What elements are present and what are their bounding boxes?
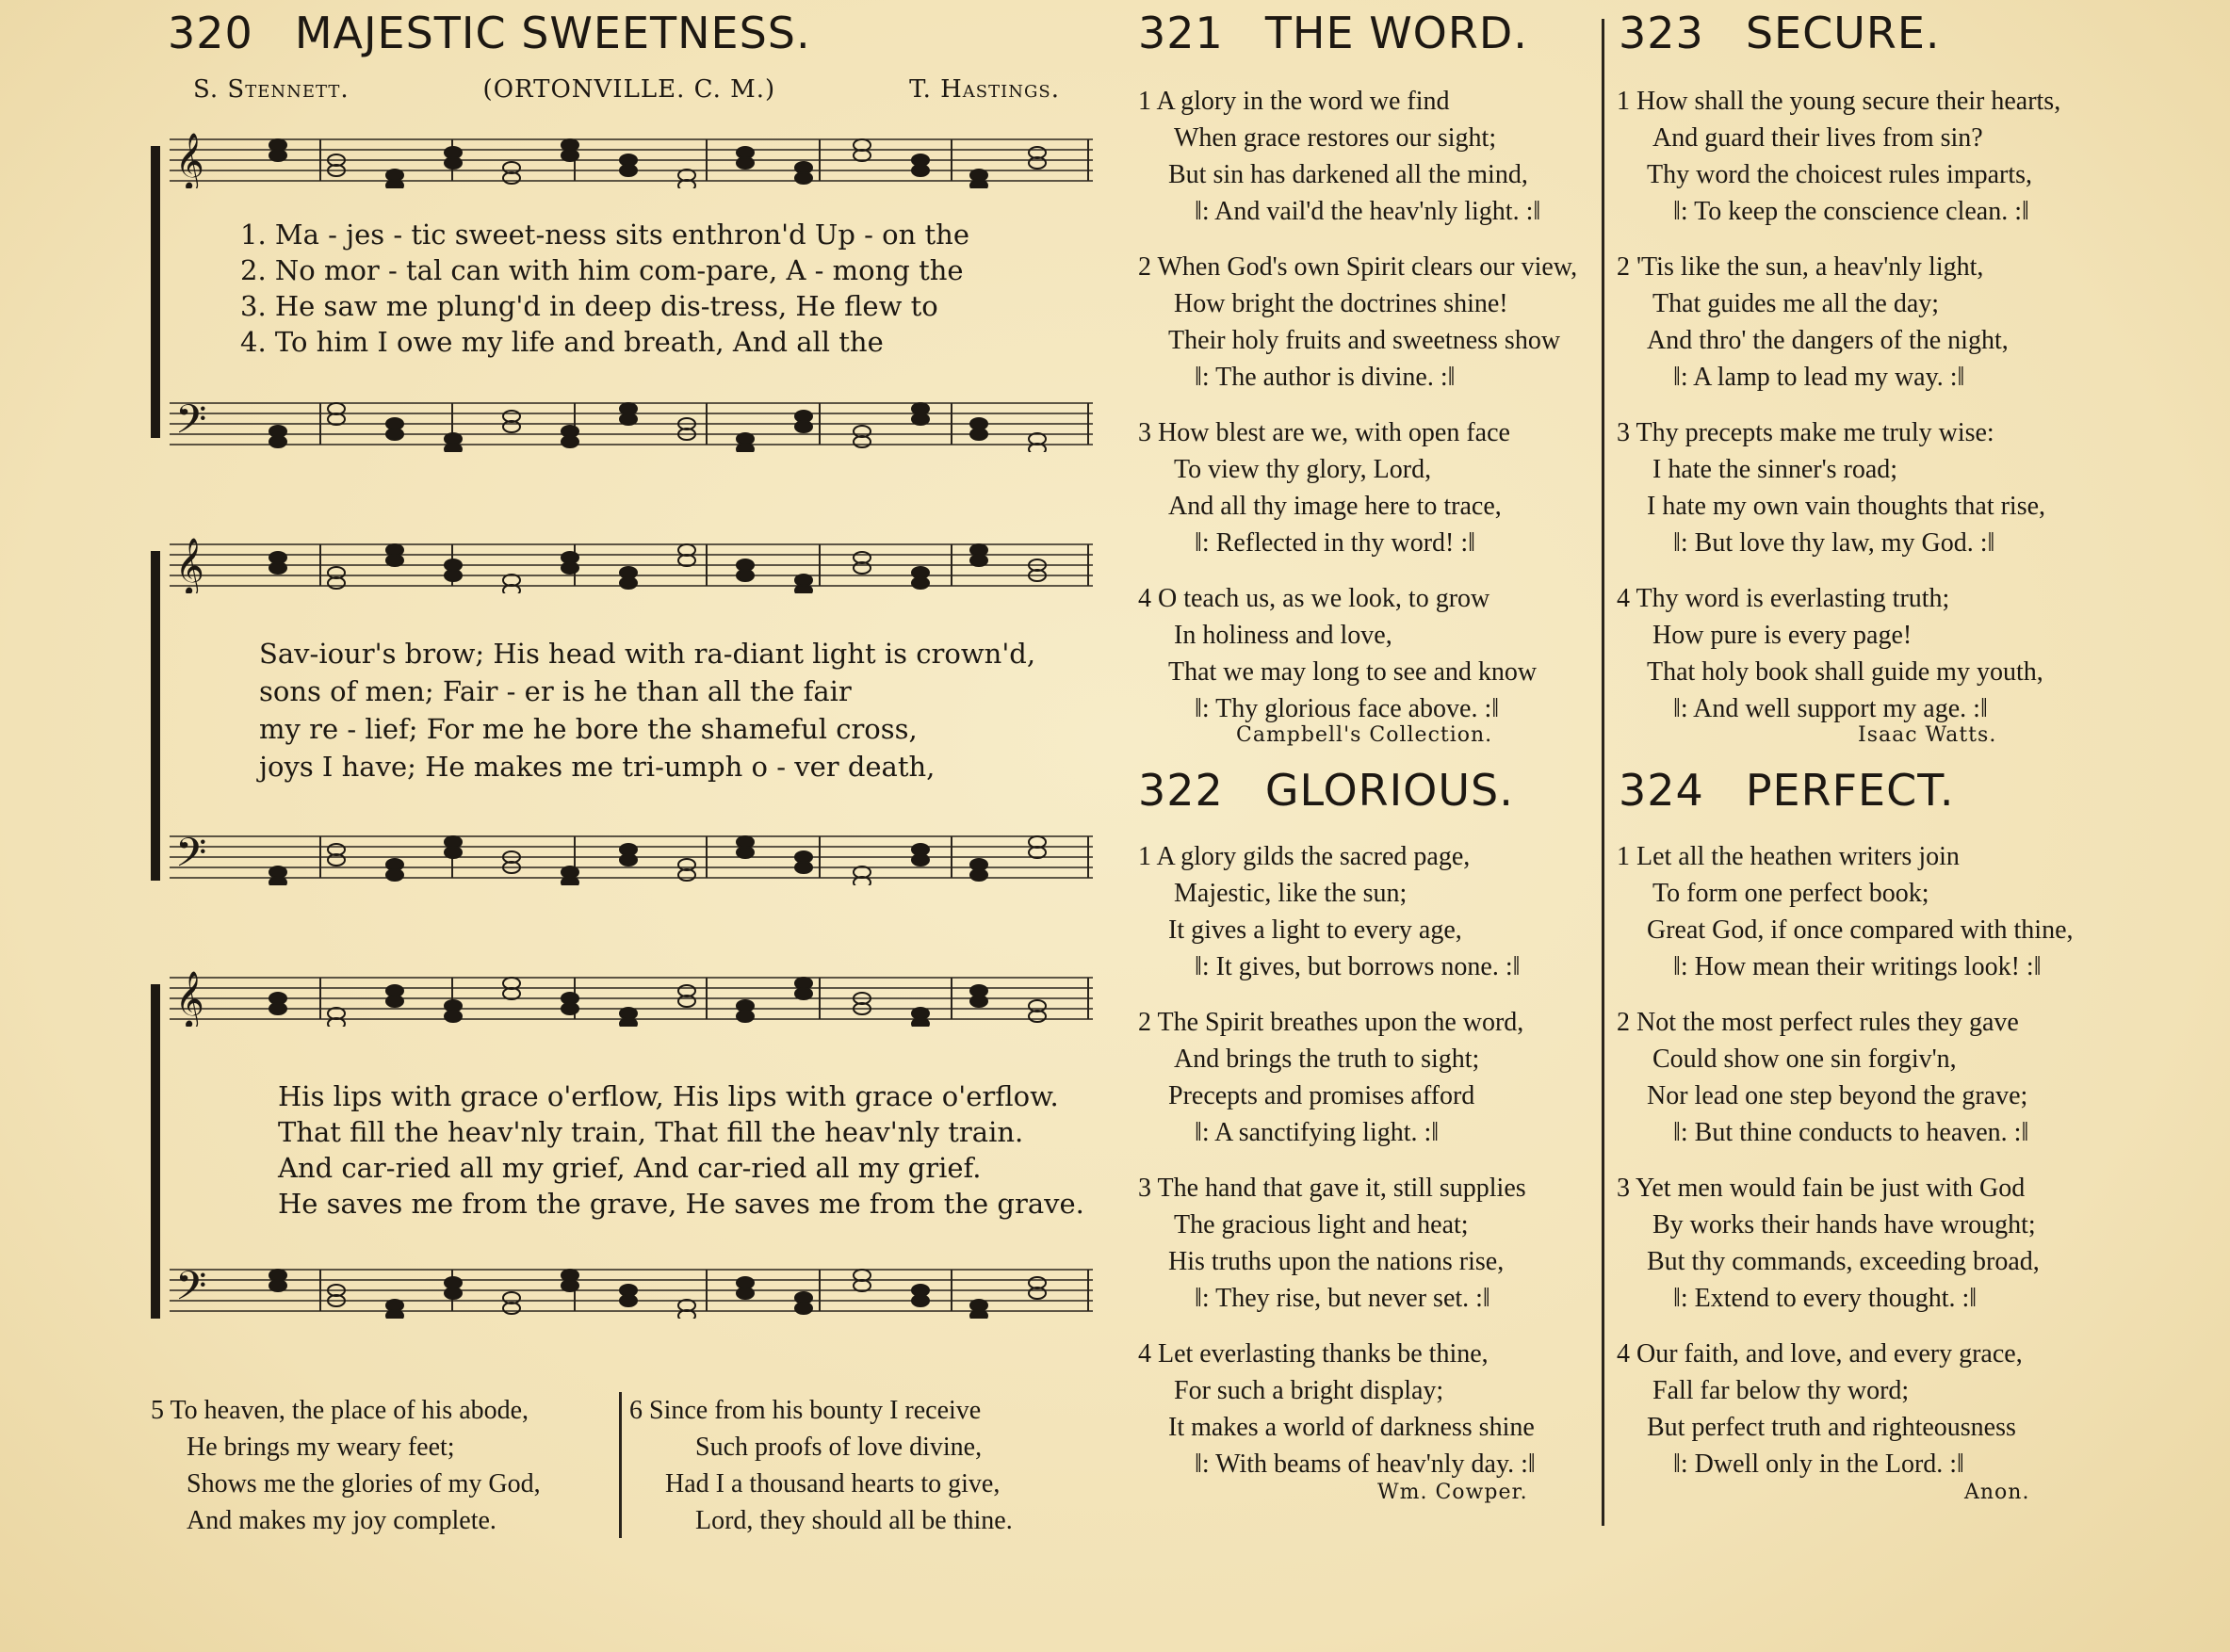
hymn-324-heading <box>1619 765 1954 816</box>
bass-staff <box>170 829 1093 885</box>
verse-line: 2 'Tis like the sun, a heav'nly light, <box>1617 252 1984 282</box>
treble-staff <box>170 537 1093 593</box>
verse-line: Precepts and promises afford <box>1168 1081 1475 1110</box>
hymn-324-title: PERFECT. <box>1745 765 1955 816</box>
lyric-line: sons of men; Fair - er is he than all the fair <box>259 675 852 707</box>
verse-line: 2 The Spirit breathes upon the word, <box>1138 1008 1524 1037</box>
treble-staff <box>170 970 1093 1027</box>
verse-line: Could show one sin forgiv'n, <box>1652 1045 1957 1074</box>
verse-line: ‖: A sanctifying light. :‖ <box>1195 1118 1440 1147</box>
verse-line: ‖: With beams of heav'nly day. :‖ <box>1195 1450 1536 1479</box>
verse-line: And guard their lives from sin? <box>1652 123 1983 153</box>
verse-line: But perfect truth and righteousness <box>1647 1413 2016 1442</box>
verse-line: Shows me the glories of my God, <box>187 1469 541 1498</box>
bass-staff <box>170 1262 1093 1319</box>
verse-line: ‖: Extend to every thought. :‖ <box>1673 1284 1978 1313</box>
music-system-2 <box>151 527 1093 904</box>
verse-line: That we may long to see and know <box>1168 657 1538 687</box>
verse-line: Their holy fruits and sweetness show <box>1168 326 1561 355</box>
stanza <box>1138 83 1540 230</box>
verse-line: Had I a thousand hearts to give, <box>665 1469 1001 1498</box>
system-bracket <box>151 146 160 438</box>
verse-line: I hate my own vain thoughts that rise, <box>1647 492 2046 521</box>
stanza <box>1138 580 1537 727</box>
lyric-line: His lips with grace o'erflow, His lips with grace o'erflow. <box>278 1080 1059 1112</box>
verse-line: How bright the doctrines shine! <box>1174 289 1508 318</box>
stanza <box>1617 249 2009 396</box>
verse-line: By works their hands have wrought; <box>1652 1210 2036 1239</box>
verse-line: ‖: But love thy law, my God. :‖ <box>1673 528 1995 558</box>
verse-line: 6 Since from his bounty I receive <box>629 1396 982 1425</box>
verse-line: 3 The hand that gave it, still supplies <box>1138 1174 1526 1203</box>
verse-line: And all thy image here to trace, <box>1168 492 1502 521</box>
lyric-line: 4. To him I owe my life and breath, And all the <box>240 326 884 358</box>
verse-line: And brings the truth to sight; <box>1174 1045 1480 1074</box>
hymn-324-number: 324 <box>1619 765 1704 816</box>
verse-line: Fall far below thy word; <box>1652 1376 1910 1405</box>
verse-line: 4 Our faith, and love, and every grace, <box>1617 1339 2023 1369</box>
verse-line: ‖: To keep the conscience clean. :‖ <box>1673 197 2029 226</box>
svg-text:𝄞: 𝄞 <box>175 538 204 593</box>
verse-line: ‖: And vail'd the heav'nly light. :‖ <box>1195 197 1541 226</box>
verse-line: But thy commands, exceeding broad, <box>1647 1247 2040 1276</box>
lyric-line: 3. He saw me plung'd in deep dis-tress, He flew to <box>240 290 938 322</box>
lyric-line: 1. Ma - jes - tic sweet-ness sits enthron'd Up - on the <box>240 219 969 251</box>
hymn-320-heading <box>168 8 811 58</box>
lyric-line: That fill the heav'nly train, That fill the heav'nly train. <box>278 1116 1024 1148</box>
verse-line: Such proofs of love divine, <box>695 1433 983 1462</box>
verse-line: Lord, they should all be thine. <box>695 1506 1013 1535</box>
stanza <box>1617 1004 2028 1151</box>
verse-line: ‖: Reflected in thy word! :‖ <box>1195 528 1475 558</box>
verse-line: And makes my joy complete. <box>187 1506 496 1535</box>
verse-line: I hate the sinner's road; <box>1652 455 1898 484</box>
verse-line: ‖: Dwell only in the Lord. :‖ <box>1673 1450 1964 1479</box>
music-system-1 <box>151 122 1093 462</box>
verse-line: It makes a world of darkness shine <box>1168 1413 1535 1442</box>
verse-line: 2 Not the most perfect rules they gave <box>1617 1008 2019 1037</box>
verse-line: ‖: But thine conducts to heaven. :‖ <box>1673 1118 2029 1147</box>
hymn-321-heading <box>1138 8 1528 58</box>
hymn-323-title: SECURE. <box>1745 8 1941 58</box>
verse-line: In holiness and love, <box>1174 621 1392 650</box>
verse-line: ‖: They rise, but never set. :‖ <box>1195 1284 1490 1313</box>
column-divider <box>619 1392 622 1538</box>
stanza <box>1138 1170 1526 1317</box>
verse-line: To view thy glory, Lord, <box>1174 455 1432 484</box>
stanza <box>1617 83 2060 230</box>
verse-line: 1 A glory in the word we find <box>1138 87 1450 116</box>
verse-line: Great God, if once compared with thine, <box>1647 915 2074 945</box>
verse-line: 5 To heaven, the place of his abode, <box>151 1396 529 1425</box>
verse-line: But sin has darkened all the mind, <box>1168 160 1528 189</box>
hymn-320-words-by: S. Stennett. <box>193 75 350 104</box>
verse-line: ‖: Thy glorious face above. :‖ <box>1195 694 1500 723</box>
hymn-321-title: THE WORD. <box>1264 8 1528 58</box>
music-system-3 <box>151 961 1093 1337</box>
verse-line: ‖: And well support my age. :‖ <box>1673 694 1988 723</box>
svg-text:𝄞: 𝄞 <box>175 971 204 1027</box>
hymn-320-credits <box>193 75 1060 104</box>
stanza <box>1617 414 2045 561</box>
hymn-324-author: Anon. <box>1964 1481 2030 1504</box>
verse-line: 1 A glory gilds the sacred page, <box>1138 842 1471 871</box>
verse-line: That holy book shall guide my youth, <box>1647 657 2043 687</box>
hymn-320-verse-6 <box>629 1392 1013 1539</box>
verse-line: How pure is every page! <box>1652 621 1913 650</box>
verse-line: 4 Thy word is everlasting truth; <box>1617 584 1950 613</box>
stanza <box>1617 838 2074 985</box>
stanza <box>1138 414 1510 561</box>
hymn-321-number: 321 <box>1138 8 1224 58</box>
hymn-323-author: Isaac Watts. <box>1858 723 1997 747</box>
hymn-320-title: MAJESTIC SWEETNESS. <box>294 8 811 58</box>
lyric-line: my re - lief; For me he bore the shameful cross, <box>259 713 918 745</box>
stanza <box>1617 580 2043 727</box>
hymn-320-tune: (ORTONVILLE. C. M.) <box>482 75 776 104</box>
treble-staff <box>170 132 1093 188</box>
verse-line: Thy word the choicest rules imparts, <box>1647 160 2033 189</box>
hymn-320-music-by: T. Hastings. <box>909 75 1060 104</box>
verse-line: 4 O teach us, as we look, to grow <box>1138 584 1490 613</box>
verse-line: 1 Let all the heathen writers join <box>1617 842 1960 871</box>
lyric-line: He saves me from the grave, He saves me from the grave. <box>278 1188 1084 1220</box>
stanza <box>1138 1336 1536 1482</box>
bass-staff <box>170 396 1093 452</box>
verse-line: 3 Yet men would fain be just with God <box>1617 1174 2026 1203</box>
verse-line: ‖: It gives, but borrows none. :‖ <box>1195 952 1521 981</box>
lyric-line: And car-ried all my grief, And car-ried all my grief. <box>278 1152 982 1184</box>
hymn-322-heading <box>1138 765 1514 816</box>
hymn-322-author: Wm. Cowper. <box>1377 1481 1528 1504</box>
lyric-line: Sav-iour's brow; His head with ra-diant light is crown'd, <box>259 638 1036 670</box>
lyric-line: joys I have; He makes me tri-umph o - ver death, <box>259 751 936 783</box>
verse-line: It gives a light to every age, <box>1168 915 1462 945</box>
stanza <box>1138 838 1520 985</box>
stanza <box>1138 249 1577 396</box>
verse-line: ‖: A lamp to lead my way. :‖ <box>1673 363 1965 392</box>
verse-line: That guides me all the day; <box>1652 289 1940 318</box>
verse-line: 1 How shall the young secure their hearts, <box>1617 87 2061 116</box>
verse-line: Majestic, like the sun; <box>1174 879 1408 908</box>
verse-line: And thro' the dangers of the night, <box>1647 326 2009 355</box>
system-bracket <box>151 551 160 881</box>
verse-line: 2 When God's own Spirit clears our view, <box>1138 252 1578 282</box>
verse-line: The gracious light and heat; <box>1174 1210 1469 1239</box>
hymn-322-number: 322 <box>1138 765 1224 816</box>
verse-line: 3 How blest are we, with open face <box>1138 418 1510 447</box>
verse-line: For such a bright display; <box>1174 1376 1444 1405</box>
verse-line: 3 Thy precepts make me truly wise: <box>1617 418 1994 447</box>
hymn-323-number: 323 <box>1619 8 1704 58</box>
svg-text:𝄢: 𝄢 <box>175 830 207 885</box>
stanza <box>1617 1170 2040 1317</box>
system-bracket <box>151 984 160 1319</box>
svg-text:𝄞: 𝄞 <box>175 133 204 188</box>
hymn-320-verse-5 <box>151 1392 541 1539</box>
stanza <box>1617 1336 2023 1482</box>
svg-text:𝄢: 𝄢 <box>175 1263 207 1319</box>
hymn-321-author: Campbell's Collection. <box>1236 723 1493 747</box>
verse-line: His truths upon the nations rise, <box>1168 1247 1505 1276</box>
verse-line: 4 Let everlasting thanks be thine, <box>1138 1339 1489 1369</box>
svg-text:𝄢: 𝄢 <box>175 397 207 452</box>
hymn-320-number: 320 <box>168 8 253 58</box>
verse-line: ‖: How mean their writings look! :‖ <box>1673 952 2042 981</box>
verse-line: To form one perfect book; <box>1652 879 1929 908</box>
verse-line: He brings my weary feet; <box>187 1433 455 1462</box>
hymn-322-title: GLORIOUS. <box>1264 765 1514 816</box>
hymn-323-heading <box>1619 8 1941 58</box>
verse-line: ‖: The author is divine. :‖ <box>1195 363 1456 392</box>
verse-line: When grace restores our sight; <box>1174 123 1497 153</box>
verse-line: Nor lead one step beyond the grave; <box>1647 1081 2028 1110</box>
stanza <box>1138 1004 1523 1151</box>
column-divider <box>1602 19 1604 1526</box>
lyric-line: 2. No mor - tal can with him com-pare, A - mong the <box>240 254 964 286</box>
